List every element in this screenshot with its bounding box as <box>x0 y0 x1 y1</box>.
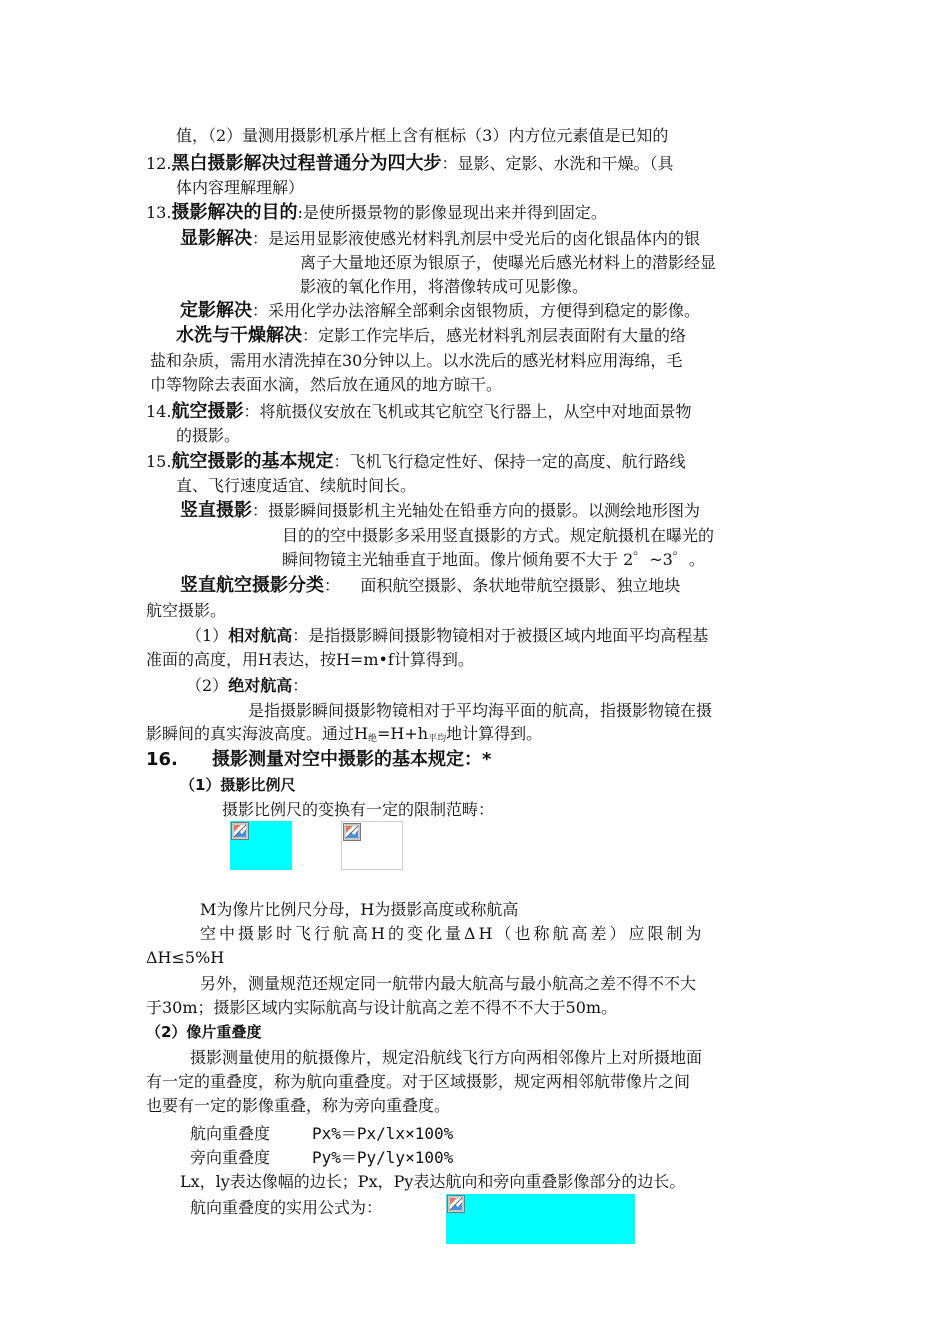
definition-text: ：显影、定影、水洗和干燥。（具 <box>441 154 674 173</box>
text-line: 是指摄影瞬间摄影物镜相对于平均海平面的航高，指摄影物镜在摄 <box>248 701 713 720</box>
term-heading: 航空摄影 <box>171 401 244 422</box>
formula-text: Px%＝Px/lx×100% <box>312 1124 454 1143</box>
sub-definition <box>186 624 708 648</box>
text-line: 瞬间物镜主光轴垂直于地面。像片倾角要不大于 2゜~3゜。 <box>282 550 705 569</box>
section-heading: 摄影测量对空中摄影的基本规定：* <box>212 749 492 770</box>
formula-label: 航向重叠度 <box>190 1124 271 1143</box>
item-13 <box>146 201 607 225</box>
term-heading: 相对航高 <box>228 626 293 645</box>
sub-definition <box>180 299 700 323</box>
text-line: 盐和杂质，需用水清洗掉在30分钟以上。以水洗后的感光材料应用海绵，毛 <box>150 351 683 370</box>
text-line: 的摄影。 <box>176 426 241 445</box>
sub-definition <box>180 499 700 523</box>
item-number: 13. <box>146 203 172 222</box>
text-line <box>146 722 542 751</box>
term-heading: 水洗与干燥解决 <box>176 325 302 346</box>
text-line: 体内容理解理解） <box>176 178 305 197</box>
text-line: 空中摄影时飞行航高H的变化量ΔH（也称航高差）应限制为 <box>200 924 705 943</box>
text-line: 目的的空中摄影多采用竖直摄影的方式。规定航摄机在曝光的 <box>282 526 715 545</box>
definition-text: ： 面积航空摄影、条状地带航空摄影、独立地块 <box>324 576 681 595</box>
text-line: 值，（2）量测用摄影机承片框上含有框标（3）内方位元素值是已知的 <box>176 126 669 145</box>
term-heading: 航空摄影的基本规定 <box>171 451 334 472</box>
text-line: 也要有一定的影像重叠，称为旁向重叠度。 <box>146 1096 451 1115</box>
text-line: 影液的氧化作用，将潜像转成可见影像。 <box>300 277 589 296</box>
formula-image <box>446 1194 635 1244</box>
definition-text: ：定影工作完毕后，感光材料乳剂层表面附有大量的络 <box>302 326 687 345</box>
text-line: 航空摄影。 <box>146 601 227 620</box>
subsection-heading: （1）摄影比例尺 <box>180 776 296 794</box>
broken-image-icon <box>231 822 249 840</box>
text-segment: 影瞬间的真实海波高度。通过H <box>146 724 368 743</box>
definition-text: ：飞机飞行稳定性好、保持一定的高度、航行路线 <box>333 452 686 471</box>
subscript: 平均 <box>428 734 447 744</box>
definition-text: ：采用化学办法溶解全部剩余卤银物质，方便得到稳定的影像。 <box>252 301 701 320</box>
item-16 <box>146 748 491 772</box>
text-line: 于30m；摄影区域内实际航高与设计航高之差不得不不大于50m。 <box>146 998 618 1017</box>
text-line: 直、飞行速度适宜、续航时间长。 <box>176 476 417 495</box>
sub-definition <box>186 674 308 698</box>
broken-image-icon <box>447 1195 465 1213</box>
item-number: 12. <box>146 154 172 173</box>
text-line: 另外，测量规范还规定同一航带内最大航高与最小航高之差不得不不大 <box>200 974 697 993</box>
term-heading: 摄影解决的目的 <box>171 202 298 223</box>
item-number: 15. <box>146 452 172 471</box>
definition-text: ：摄影瞬间摄影机主光轴处在铅垂方向的摄影。以测绘地形图为 <box>252 501 701 520</box>
text-line: 航向重叠度的实用公式为： <box>190 1198 383 1217</box>
text-line: M为像片比例尺分母，H为摄影高度或称航高 <box>200 900 519 919</box>
sub-definition <box>176 324 686 348</box>
formula-line <box>190 1146 453 1170</box>
term-heading: 黑白摄影解决过程普通分为四大步 <box>171 153 442 174</box>
definition-text: ： <box>292 676 309 695</box>
definition-text: ：是指摄影瞬间摄影物镜相对于被摄区域内地面平均高程基 <box>292 626 709 645</box>
text-line: 离子大量地还原为银原子，使曝光后感光材料上的潜影经显 <box>300 253 717 272</box>
definition-text: ：将航摄仪安放在飞机或其它航空飞行器上，从空中对地面景物 <box>243 402 692 421</box>
term-heading: 竖直摄影 <box>180 500 252 521</box>
item-number: 16. <box>146 749 178 770</box>
broken-image-icon <box>343 823 361 841</box>
subscript: 绝 <box>367 734 377 744</box>
item-14 <box>146 400 691 424</box>
formula-line <box>190 1122 453 1146</box>
formula-image <box>230 821 292 870</box>
text-line: 巾等物除去表面水滴，然后放在通风的地方晾干。 <box>150 375 503 394</box>
text-line: 摄影测量使用的航摄像片，规定沿航线飞行方向两相邻像片上对所摄地面 <box>190 1048 703 1067</box>
item-15 <box>146 450 685 474</box>
term-heading: 绝对航高 <box>228 676 293 695</box>
term-heading: 显影解决 <box>180 228 252 249</box>
subsection-heading: （2）像片重叠度 <box>146 1023 262 1041</box>
text-line: 准面的高度，用H表达，按H=m•f计算得到。 <box>146 650 474 669</box>
definition-text: ：是运用显影液使感光材料乳剂层中受光后的卤化银晶体内的银 <box>252 229 701 248</box>
text-line: Lx，ly表达像幅的边长；Px，Py表达航向和旁向重叠影像部分的边长。 <box>180 1172 686 1191</box>
item-number: 14. <box>146 402 172 421</box>
item-prefix: （2） <box>186 676 229 695</box>
term-heading: 竖直航空摄影分类 <box>180 575 324 596</box>
text-segment: 地计算得到。 <box>446 724 543 743</box>
item-12 <box>146 152 673 176</box>
text-segment: =H+h <box>376 724 429 743</box>
item-prefix: （1） <box>186 626 229 645</box>
text-line: 摄影比例尺的变换有一定的限制范畴： <box>222 800 495 819</box>
text-line: 有一定的重叠度，称为航向重叠度。对于区域摄影，规定两相邻航带像片之间 <box>146 1072 691 1091</box>
formula-text: Py%＝Py/ly×100% <box>312 1148 454 1167</box>
sub-definition <box>180 227 700 251</box>
definition-text: :是使所摄景物的影像显现出来并得到固定。 <box>297 203 607 222</box>
sub-definition <box>180 574 680 598</box>
formula-label: 旁向重叠度 <box>190 1148 271 1167</box>
text-line: ΔH≤5%H <box>146 948 225 967</box>
formula-image <box>341 821 403 870</box>
term-heading: 定影解决 <box>180 300 252 321</box>
